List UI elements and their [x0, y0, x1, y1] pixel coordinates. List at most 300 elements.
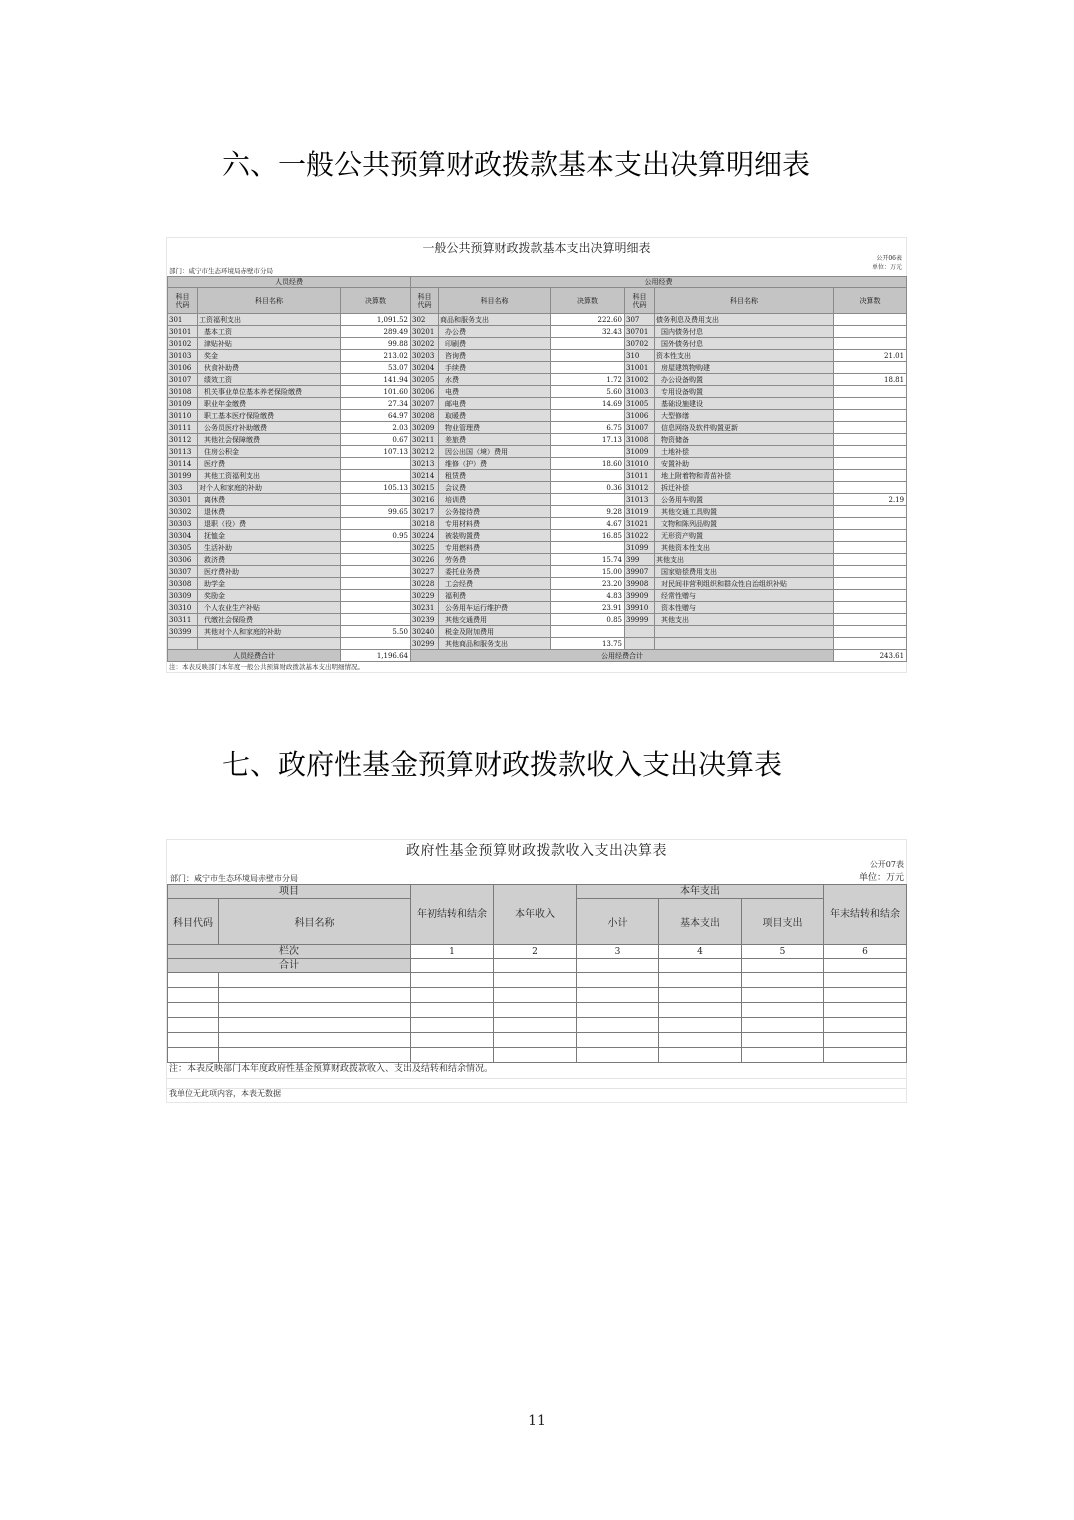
table-row: [168, 482, 907, 494]
column-header-name: 科目名称: [198, 288, 341, 314]
cell: [824, 1048, 907, 1063]
column-header-end-balance: 年末结转和结余: [824, 885, 907, 945]
cell-amount: 141.94: [341, 374, 411, 386]
header-row-top: [168, 885, 907, 899]
cell-code: 31008: [625, 434, 655, 446]
cell-name: 退休费: [198, 506, 341, 518]
unit-label: 单位：万元: [858, 873, 904, 883]
cell-name: 办公设备购置: [655, 374, 834, 386]
cell-code: 30239: [411, 614, 439, 626]
cell-name: 邮电费: [439, 398, 551, 410]
cell-code: 30310: [168, 602, 198, 614]
cell-name: 国内债务付息: [655, 326, 834, 338]
cell-name: 住房公积金: [198, 446, 341, 458]
cell-amount: [834, 398, 907, 410]
table-row: [168, 1048, 907, 1063]
column-index-number: 2: [494, 945, 577, 959]
cell-amount: [341, 458, 411, 470]
cell-name: 助学金: [198, 578, 341, 590]
cell-amount: [834, 362, 907, 374]
cell-code: 301: [168, 314, 198, 326]
cell-amount: 1,091.52: [341, 314, 411, 326]
table-row: [168, 446, 907, 458]
unit-label: 单位：万元: [871, 264, 902, 271]
cell-code: 31007: [625, 422, 655, 434]
cell-name: 对民间非营利组织和群众性自治组织补贴: [655, 578, 834, 590]
cell-code: 303: [168, 482, 198, 494]
cell-code: 30103: [168, 350, 198, 362]
cell-name: 文物和陈列品购置: [655, 518, 834, 530]
cell-code: 31005: [625, 398, 655, 410]
cell-amount: [834, 446, 907, 458]
cell-code: 30227: [411, 566, 439, 578]
column-header-code: [168, 288, 198, 314]
total-personnel-label: 人员经费合计: [168, 650, 341, 662]
cell-amount: [341, 638, 411, 650]
cell-name: 医疗费: [198, 458, 341, 470]
cell-amount: 101.60: [341, 386, 411, 398]
column-header-code-text: 科目代码: [175, 292, 190, 309]
table-row: [168, 338, 907, 350]
cell-code: 31021: [625, 518, 655, 530]
column-header-row: [168, 288, 907, 314]
cell-code: 30306: [168, 554, 198, 566]
cell-name: 税金及附加费用: [439, 626, 551, 638]
cell: [824, 1033, 907, 1048]
cell-code: 30101: [168, 326, 198, 338]
form-number: 公开07表: [869, 860, 904, 869]
total-public-label: 公用经费合计: [411, 650, 834, 662]
cell-amount: [834, 458, 907, 470]
table-row: [168, 410, 907, 422]
cell-code: 30702: [625, 338, 655, 350]
table-row: [168, 1018, 907, 1033]
cell-amount: 99.65: [341, 506, 411, 518]
cell-name: 无形资产购置: [655, 530, 834, 542]
cell-amount: 15.00: [551, 566, 625, 578]
cell-amount: 5.60: [551, 386, 625, 398]
cell-code: 39999: [625, 614, 655, 626]
cell-amount: 107.13: [341, 446, 411, 458]
cell-amount: [551, 338, 625, 350]
column-index-number: 1: [411, 945, 494, 959]
cell-name: 维修（护）费: [439, 458, 551, 470]
cell-name: 津贴补贴: [198, 338, 341, 350]
cell-name: 资本性支出: [655, 350, 834, 362]
total-public-value: 243.61: [834, 650, 907, 662]
cell: [494, 1048, 577, 1063]
column-index-number: 6: [824, 945, 907, 959]
table-title: 一般公共预算财政拨款基本支出决算明细表: [422, 241, 651, 255]
cell-amount: [341, 614, 411, 626]
table-row: [168, 638, 907, 650]
cell-code: 30113: [168, 446, 198, 458]
table-row: [168, 434, 907, 446]
table-row: [168, 350, 907, 362]
cell-name: 伙食补助费: [198, 362, 341, 374]
cell-amount: [834, 638, 907, 650]
cell-amount: [551, 446, 625, 458]
cell: [219, 988, 411, 1003]
table-row: [168, 470, 907, 482]
page-number: 11: [528, 1413, 546, 1429]
cell-amount: [341, 470, 411, 482]
cell-name: 生活补助: [198, 542, 341, 554]
cell-name: 公务接待费: [439, 506, 551, 518]
cell-name: 其他交通费用: [439, 614, 551, 626]
cell-code: 31011: [625, 470, 655, 482]
table-note: 注：本表反映部门本年度一般公共预算财政拨款基本支出明细情况。: [169, 663, 364, 671]
cell: [219, 973, 411, 988]
column-header-amount: 决算数: [551, 288, 625, 314]
cell-amount: [834, 338, 907, 350]
cell: [168, 988, 219, 1003]
cell-code: 307: [625, 314, 655, 326]
cell-code: 31019: [625, 506, 655, 518]
cell: [219, 1003, 411, 1018]
cell-code: [625, 626, 655, 638]
cell: [659, 1048, 742, 1063]
cell-amount: [834, 386, 907, 398]
cell-name: 专用材料费: [439, 518, 551, 530]
cell-name: 房屋建筑物购建: [655, 362, 834, 374]
cell-amount: 0.67: [341, 434, 411, 446]
table-row: [168, 626, 907, 638]
cell-name: [655, 638, 834, 650]
cell: [742, 1003, 824, 1018]
section-heading-7: 七、政府性基金预算财政拨款收入支出决算表: [222, 748, 783, 781]
table-row: [168, 314, 907, 326]
cell-name: 土地补偿: [655, 446, 834, 458]
cell-code: 30215: [411, 482, 439, 494]
cell: [824, 973, 907, 988]
cell-name: 物业管理费: [439, 422, 551, 434]
cell-amount: [551, 542, 625, 554]
cell-name: 国外债务付息: [655, 338, 834, 350]
cell-amount: [834, 314, 907, 326]
cell: [168, 1003, 219, 1018]
table-row: [168, 374, 907, 386]
column-index-number: 5: [742, 945, 824, 959]
cell-amount: 2.03: [341, 422, 411, 434]
cell-code: 30240: [411, 626, 439, 638]
table-row: [168, 530, 907, 542]
cell-code: 30213: [411, 458, 439, 470]
table-body: [168, 885, 907, 1063]
cell-amount: [834, 578, 907, 590]
cell-name: 福利费: [439, 590, 551, 602]
cell-amount: [834, 482, 907, 494]
cell: [168, 973, 219, 988]
column-index-label: 栏次: [168, 945, 411, 959]
cell-code: 30111: [168, 422, 198, 434]
cell-name: 基础设施建设: [655, 398, 834, 410]
cell-name: 经常性赠与: [655, 590, 834, 602]
cell: [577, 1018, 659, 1033]
cell-amount: 105.13: [341, 482, 411, 494]
cell-amount: 16.85: [551, 530, 625, 542]
cell-amount: 5.50: [341, 626, 411, 638]
cell-name: 办公费: [439, 326, 551, 338]
cell-name: 委托业务费: [439, 566, 551, 578]
cell-amount: [494, 959, 577, 973]
cell-amount: [341, 590, 411, 602]
cell-amount: [341, 566, 411, 578]
table-row: [168, 578, 907, 590]
cell-name: [198, 638, 341, 650]
column-header-name: 科目名称: [655, 288, 834, 314]
cell: [824, 988, 907, 1003]
cell-amount: [834, 518, 907, 530]
cell-code: 30202: [411, 338, 439, 350]
cell-amount: 0.95: [341, 530, 411, 542]
cell: [168, 1033, 219, 1048]
cell-code: 30311: [168, 614, 198, 626]
cell-amount: 27.34: [341, 398, 411, 410]
table-body: [168, 314, 907, 650]
cell-code: 39910: [625, 602, 655, 614]
cell: [411, 988, 494, 1003]
table-row: [168, 614, 907, 626]
column-index-number: 4: [659, 945, 742, 959]
cell-amount: [834, 506, 907, 518]
cell-code: 31022: [625, 530, 655, 542]
cell-amount: 222.60: [551, 314, 625, 326]
cell: [411, 1033, 494, 1048]
cell: [494, 1003, 577, 1018]
cell: [824, 1003, 907, 1018]
cell-name: 取暖费: [439, 410, 551, 422]
cell-name: 医疗费补助: [198, 566, 341, 578]
cell-name: 公务员医疗补助缴费: [198, 422, 341, 434]
cell-amount: [834, 554, 907, 566]
cell-amount: [551, 410, 625, 422]
cell-code: [625, 638, 655, 650]
cell-amount: 0.85: [551, 614, 625, 626]
cell-amount: 53.07: [341, 362, 411, 374]
cell: [168, 1018, 219, 1033]
cell: [824, 1018, 907, 1033]
column-header-amount: 决算数: [341, 288, 411, 314]
cell: [577, 1003, 659, 1018]
cell-code: 30204: [411, 362, 439, 374]
cell: [659, 973, 742, 988]
cell-code: 30205: [411, 374, 439, 386]
cell-name: 被装购置费: [439, 530, 551, 542]
cell-name: 机关事业单位基本养老保险缴费: [198, 386, 341, 398]
column-header-expense: 本年支出: [577, 885, 824, 899]
cell-name: 代缴社会保险费: [198, 614, 341, 626]
cell-name: 离休费: [198, 494, 341, 506]
cell-name: 公务用车运行维护费: [439, 602, 551, 614]
cell-code: 30212: [411, 446, 439, 458]
cell-amount: 32.43: [551, 326, 625, 338]
column-header-name: 科目名称: [219, 899, 411, 945]
cell: [411, 1018, 494, 1033]
cell-amount: [834, 326, 907, 338]
cell-name: 专用燃料费: [439, 542, 551, 554]
cell-code: 30214: [411, 470, 439, 482]
column-header-amount: 决算数: [834, 288, 907, 314]
cell-amount: 0.36: [551, 482, 625, 494]
column-header-code: 科目代码: [168, 899, 219, 945]
gov-fund-table-block: [167, 840, 906, 1102]
cell: [577, 973, 659, 988]
cell: [577, 1048, 659, 1063]
cell: [742, 1018, 824, 1033]
cell-name: 商品和服务支出: [439, 314, 551, 326]
group-header-personnel: 人员经费: [168, 277, 411, 288]
cell-name: 会议费: [439, 482, 551, 494]
cell-amount: 64.97: [341, 410, 411, 422]
cell-code: 39909: [625, 590, 655, 602]
cell: [577, 1033, 659, 1048]
cell-code: 30203: [411, 350, 439, 362]
cell: [659, 988, 742, 1003]
column-header-code: [625, 288, 655, 314]
cell-code: 30102: [168, 338, 198, 350]
cell-amount: 14.69: [551, 398, 625, 410]
cell-name: 地上附着物和青苗补偿: [655, 470, 834, 482]
cell: [219, 1033, 411, 1048]
cell: [659, 1033, 742, 1048]
cell-code: 31001: [625, 362, 655, 374]
cell: [659, 1018, 742, 1033]
column-index-row: [168, 945, 907, 959]
cell-code: 30112: [168, 434, 198, 446]
cell-amount: [341, 554, 411, 566]
cell: [219, 1018, 411, 1033]
cell-amount: [551, 470, 625, 482]
table-row: [168, 494, 907, 506]
cell-code: 30229: [411, 590, 439, 602]
form-number: 公开06表: [876, 255, 902, 262]
column-index-number: 3: [577, 945, 659, 959]
column-header-code: [411, 288, 439, 314]
cell-name: 咨询费: [439, 350, 551, 362]
cell-name: 租赁费: [439, 470, 551, 482]
cell-amount: [659, 959, 742, 973]
group-header-public: 公用经费: [411, 277, 907, 288]
cell-name: 资本性赠与: [655, 602, 834, 614]
cell-code: 30209: [411, 422, 439, 434]
cell-code: 302: [411, 314, 439, 326]
cell-code: 30225: [411, 542, 439, 554]
cell-code: 30307: [168, 566, 198, 578]
cell-code: 31009: [625, 446, 655, 458]
column-header-subtotal: 小计: [577, 899, 659, 945]
cell-amount: [834, 566, 907, 578]
cell-amount: [834, 422, 907, 434]
cell-code: 30228: [411, 578, 439, 590]
cell-code: 30308: [168, 578, 198, 590]
cell-name: 对个人和家庭的补助: [198, 482, 341, 494]
cell-code: 31010: [625, 458, 655, 470]
cell-amount: [577, 959, 659, 973]
cell-code: 39907: [625, 566, 655, 578]
cell-code: 30701: [625, 326, 655, 338]
gov-fund-table: [167, 884, 907, 1063]
column-header-project: 项目支出: [742, 899, 824, 945]
table-row: [168, 1033, 907, 1048]
cell-code: 30301: [168, 494, 198, 506]
cell-code: 30302: [168, 506, 198, 518]
cell-amount: [341, 542, 411, 554]
cell-name: [655, 626, 834, 638]
table-row: [168, 554, 907, 566]
cell-amount: [411, 959, 494, 973]
cell-name: 水费: [439, 374, 551, 386]
cell-name: 专用设备购置: [655, 386, 834, 398]
cell-code: 30199: [168, 470, 198, 482]
cell-name: 差旅费: [439, 434, 551, 446]
table-row: [168, 518, 907, 530]
cell-amount: 289.49: [341, 326, 411, 338]
cell-name: 国家赔偿费用支出: [655, 566, 834, 578]
column-header-basic: 基本支出: [659, 899, 742, 945]
cell-code: 30305: [168, 542, 198, 554]
cell-code: 30207: [411, 398, 439, 410]
cell-name: 工会经费: [439, 578, 551, 590]
column-header-item: 项目: [168, 885, 411, 899]
cell: [494, 973, 577, 988]
department-label: 部门：咸宁市生态环境局赤壁市分局: [170, 874, 298, 883]
cell-amount: 213.02: [341, 350, 411, 362]
cell-code: 31012: [625, 482, 655, 494]
cell-code: 39908: [625, 578, 655, 590]
total-personnel-value: 1,196.64: [341, 650, 411, 662]
table-row: [168, 1003, 907, 1018]
cell-name: 其他商品和服务支出: [439, 638, 551, 650]
cell-name: 电费: [439, 386, 551, 398]
cell-name: 信息网络及软件购置更新: [655, 422, 834, 434]
cell-code: 31006: [625, 410, 655, 422]
cell-amount: 21.01: [834, 350, 907, 362]
cell-amount: 15.74: [551, 554, 625, 566]
cell-code: 31003: [625, 386, 655, 398]
cell: [219, 1048, 411, 1063]
cell: [494, 1018, 577, 1033]
cell-code: 31002: [625, 374, 655, 386]
cell-amount: [341, 518, 411, 530]
cell-name: 职工基本医疗保险缴费: [198, 410, 341, 422]
cell: [742, 1048, 824, 1063]
table-row: [168, 590, 907, 602]
cell-name: 救济费: [198, 554, 341, 566]
cell-amount: [834, 470, 907, 482]
cell-name: 手续费: [439, 362, 551, 374]
cell-name: 其他支出: [655, 554, 834, 566]
cell: [742, 973, 824, 988]
table-row: [168, 422, 907, 434]
cell: [577, 988, 659, 1003]
cell-code: 30303: [168, 518, 198, 530]
cell-amount: [824, 959, 907, 973]
cell-name: 基本工资: [198, 326, 341, 338]
cell-code: 310: [625, 350, 655, 362]
cell-code: 30309: [168, 590, 198, 602]
cell-code: 30304: [168, 530, 198, 542]
cell-name: 职业年金缴费: [198, 398, 341, 410]
cell-amount: [834, 434, 907, 446]
cell-code: 30108: [168, 386, 198, 398]
cell: [742, 988, 824, 1003]
cell-name: 其他支出: [655, 614, 834, 626]
cell: [411, 1048, 494, 1063]
cell-name: 其他工资福利支出: [198, 470, 341, 482]
cell-amount: 99.88: [341, 338, 411, 350]
cell-amount: 4.83: [551, 590, 625, 602]
